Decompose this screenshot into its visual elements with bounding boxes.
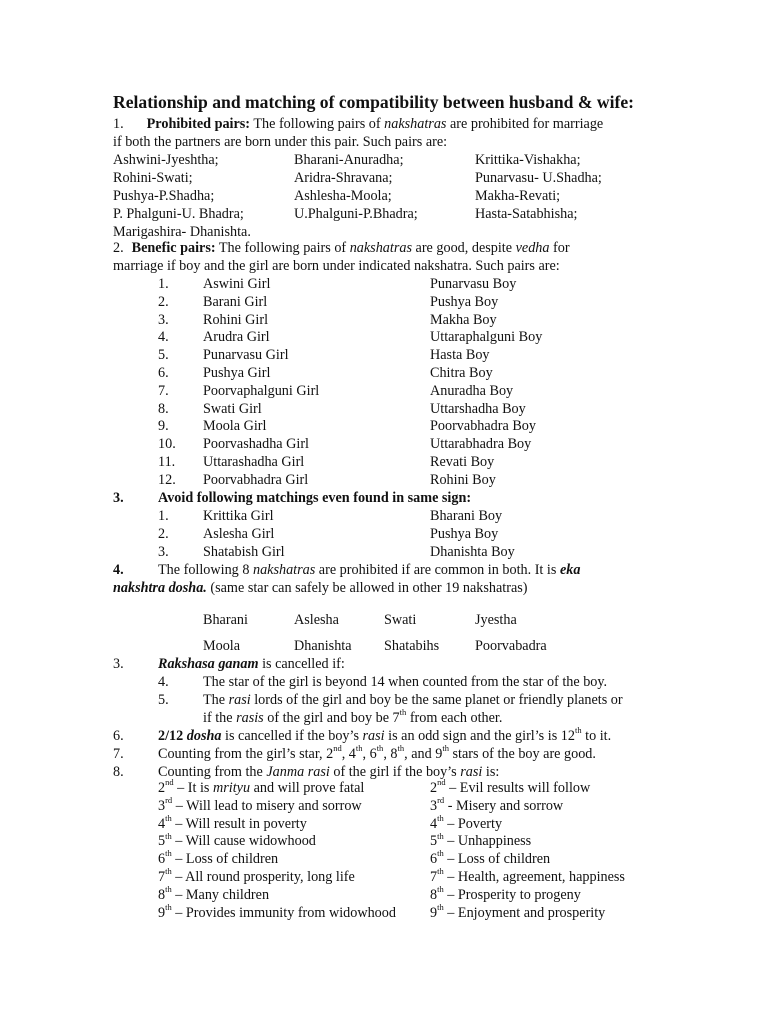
benefic-row-boy: Uttarshadha Boy bbox=[430, 400, 526, 417]
prohibited-pair: Punarvasu- U.Shadha; bbox=[475, 170, 602, 186]
section-7-t3: , 6 bbox=[362, 746, 377, 762]
section-6-number: 6. bbox=[113, 728, 124, 744]
section-2-heading: Benefic pairs: bbox=[131, 240, 216, 256]
result-text: – Provides immunity from widowhood bbox=[171, 904, 396, 921]
eka-nakshatra-name: Dhanishta bbox=[294, 638, 352, 654]
benefic-row-girl: Poorvashadha Girl bbox=[203, 436, 309, 453]
result-ordinal: 6 bbox=[430, 851, 438, 868]
result-ordinal-suffix: rd bbox=[165, 795, 173, 806]
right-result-item bbox=[430, 777, 591, 798]
result-text: – Enjoyment and prosperity bbox=[443, 904, 606, 921]
section-1-line-1 bbox=[113, 116, 603, 134]
eka-nakshatra-name: Swati bbox=[384, 612, 417, 628]
section-1-text-italic: nakshatras bbox=[384, 116, 447, 132]
benefic-row-boy: Anuradha Boy bbox=[430, 382, 514, 399]
benefic-row-girl: Poorvabhadra Girl bbox=[203, 471, 309, 488]
benefic-row-boy: Hasta Boy bbox=[430, 347, 490, 364]
result-ordinal-suffix: th bbox=[165, 901, 172, 912]
section-5-cont-sup: th bbox=[399, 707, 407, 718]
right-result-item bbox=[430, 848, 551, 869]
result-ordinal: 8 bbox=[430, 886, 438, 903]
result-text: – All round prosperity, long life bbox=[171, 869, 355, 885]
result-ordinal: 3 bbox=[430, 797, 438, 814]
section-5-sub-2-rasi: rasi bbox=[228, 692, 251, 708]
section-8-janma-rasi: Janma rasi bbox=[266, 764, 330, 780]
eka-nakshatra-name: Jyestha bbox=[475, 612, 517, 628]
prohibited-pair: Ashlesha-Moola; bbox=[294, 188, 392, 204]
avoid-row-girl: Aslesha Girl bbox=[203, 525, 275, 542]
section-2-line-1 bbox=[113, 240, 570, 258]
avoid-row-girl: Shatabish Girl bbox=[203, 543, 285, 560]
section-4-text: The following 8 bbox=[158, 562, 253, 578]
section-6-bold: 2/12 bbox=[158, 728, 187, 744]
benefic-row-girl: Aswini Girl bbox=[203, 276, 271, 292]
result-ordinal-suffix: th bbox=[165, 866, 172, 877]
section-6-text-3: to it. bbox=[581, 728, 612, 744]
section-4-number: 4. bbox=[113, 562, 124, 578]
section-4-text-italic: nakshatras bbox=[252, 562, 316, 578]
left-result-item bbox=[158, 884, 270, 905]
result-ordinal: 5 bbox=[158, 833, 166, 850]
section-8-t3: is: bbox=[482, 764, 500, 780]
left-result-item bbox=[158, 830, 316, 851]
section-7-s2: th bbox=[355, 743, 363, 754]
right-result-item bbox=[430, 884, 581, 905]
section-6-sup: th bbox=[574, 725, 582, 736]
benefic-row-number: 8. bbox=[158, 400, 169, 417]
result-ordinal-suffix: rd bbox=[437, 795, 445, 806]
result-ordinal-suffix: th bbox=[437, 830, 444, 841]
benefic-row-boy: Revati Boy bbox=[430, 454, 495, 470]
section-2-text-italic: nakshatras bbox=[349, 240, 412, 256]
section-5-sub-1-number: 4. bbox=[158, 674, 169, 690]
section-5-sub-2-continuation bbox=[203, 707, 503, 728]
result-text: – Evil results will follow bbox=[445, 780, 591, 796]
benefic-row-number: 2. bbox=[158, 293, 169, 310]
result-text: – Many children bbox=[171, 886, 270, 903]
result-ordinal: 2 bbox=[158, 780, 166, 796]
benefic-row-number: 10. bbox=[158, 436, 176, 453]
section-2-text-end: for bbox=[549, 240, 570, 256]
prohibited-pair: Hasta-Satabhisha; bbox=[475, 206, 578, 222]
prohibited-pair: Rohini-Swati; bbox=[113, 170, 193, 186]
result-ordinal-suffix: th bbox=[437, 901, 444, 912]
result-ordinal: 3 bbox=[158, 797, 166, 814]
result-ordinal-suffix: th bbox=[437, 866, 444, 877]
benefic-row-girl: Barani Girl bbox=[203, 293, 268, 310]
result-ordinal-suffix: th bbox=[165, 830, 172, 841]
benefic-row-boy: Rohini Boy bbox=[430, 471, 496, 488]
section-7-s4: th bbox=[397, 743, 405, 754]
result-text-cont: and will prove fatal bbox=[250, 780, 365, 796]
benefic-row-girl: Punarvasu Girl bbox=[203, 347, 289, 364]
prohibited-pair: P. Phalguni-U. Bhadra; bbox=[113, 206, 244, 222]
result-ordinal: 6 bbox=[158, 851, 166, 868]
section-5-sub-2-a: The bbox=[203, 692, 229, 708]
section-7-number: 7. bbox=[113, 746, 124, 762]
benefic-row-number: 12. bbox=[158, 471, 176, 488]
section-7-t: Counting from the girl’s star, 2 bbox=[158, 746, 334, 762]
result-text: – Will lead to misery and sorrow bbox=[172, 797, 362, 814]
section-3-number: 3. bbox=[113, 490, 124, 506]
result-ordinal-suffix: th bbox=[437, 812, 444, 823]
prohibited-pair: Aridra-Shravana; bbox=[294, 170, 393, 186]
section-1-text: The following pairs of bbox=[250, 116, 385, 132]
avoid-row-girl: Krittika Girl bbox=[203, 508, 274, 524]
result-text: – Health, agreement, happiness bbox=[443, 869, 625, 885]
left-result-item bbox=[158, 866, 355, 887]
section-8-rasi: rasi bbox=[460, 764, 483, 780]
result-text: – Loss of children bbox=[443, 851, 551, 868]
result-ordinal-suffix: th bbox=[165, 884, 172, 895]
section-7-t2: , 4 bbox=[341, 746, 356, 762]
avoid-row-boy: Dhanishta Boy bbox=[430, 543, 515, 560]
section-5-cont-a: if the bbox=[203, 710, 237, 726]
section-2-text: The following pairs of bbox=[215, 240, 350, 256]
benefic-row-girl: Poorvaphalguni Girl bbox=[203, 382, 320, 399]
section-3-heading-line bbox=[158, 490, 471, 508]
result-text: – Loss of children bbox=[171, 851, 279, 868]
result-text-italic: mrityu bbox=[213, 780, 251, 796]
section-5-text: is cancelled if: bbox=[258, 656, 345, 672]
left-result-item bbox=[158, 848, 279, 869]
section-4-eka: eka bbox=[559, 562, 581, 578]
benefic-row-number: 5. bbox=[158, 347, 169, 364]
section-4-line-1 bbox=[158, 562, 580, 580]
section-4-note: (same star can safely be allowed in other 19 nakshatras) bbox=[206, 580, 528, 596]
result-ordinal: 4 bbox=[158, 815, 166, 832]
section-2-line-2: marriage if boy and the girl are born under indicated nakshatra. Such pairs are: bbox=[113, 258, 560, 274]
section-1-number: 1. bbox=[113, 116, 124, 132]
result-text: – Prosperity to progeny bbox=[443, 886, 581, 903]
section-2-text-cont: are good, despite bbox=[411, 240, 516, 256]
avoid-row-number: 2. bbox=[158, 525, 169, 542]
benefic-row-girl: Swati Girl bbox=[203, 400, 262, 417]
result-ordinal: 8 bbox=[158, 886, 166, 903]
prohibited-pair: Marigashira- Dhanishta. bbox=[113, 224, 251, 240]
result-ordinal-suffix: th bbox=[165, 848, 172, 859]
result-ordinal-suffix: th bbox=[437, 848, 444, 859]
section-5-cont-c: from each other. bbox=[406, 710, 503, 726]
result-ordinal: 2 bbox=[430, 780, 438, 796]
result-ordinal: 5 bbox=[430, 833, 438, 850]
benefic-row-girl: Rohini Girl bbox=[203, 311, 269, 328]
result-text: – It is bbox=[173, 780, 214, 796]
eka-nakshatra-name: Shatabihs bbox=[384, 638, 440, 654]
benefic-row-boy: Makha Boy bbox=[430, 311, 497, 328]
result-ordinal: 7 bbox=[158, 869, 166, 885]
section-8-number: 8. bbox=[113, 764, 124, 780]
section-6-line bbox=[158, 725, 612, 746]
benefic-row-number: 6. bbox=[158, 365, 169, 381]
benefic-row-boy: Chitra Boy bbox=[430, 365, 493, 381]
section-8-t2: of the girl if the boy’s bbox=[329, 764, 461, 780]
section-5-sub-2-number: 5. bbox=[158, 692, 169, 708]
benefic-row-boy: Punarvasu Boy bbox=[430, 276, 517, 292]
section-5-line bbox=[158, 656, 345, 674]
result-ordinal-suffix: nd bbox=[165, 777, 174, 788]
eka-nakshatra-name: Bharani bbox=[203, 612, 248, 628]
section-6-text: is cancelled if the boy’s bbox=[221, 728, 363, 744]
section-1-heading: Prohibited pairs: bbox=[146, 116, 251, 132]
result-ordinal: 7 bbox=[430, 869, 438, 885]
section-6-dosha: dosha bbox=[186, 728, 222, 744]
result-ordinal: 4 bbox=[430, 815, 438, 832]
result-ordinal-suffix: th bbox=[437, 884, 444, 895]
section-6-text-2: is an odd sign and the girl’s is 12 bbox=[384, 728, 575, 744]
section-4-text-cont: are prohibited if are common in both. It is bbox=[315, 562, 560, 578]
section-7-s3: th bbox=[376, 743, 384, 754]
benefic-row-boy: Poorvabhadra Boy bbox=[430, 418, 536, 435]
right-result-item bbox=[430, 830, 532, 851]
prohibited-pair: Bharani-Anuradha; bbox=[294, 152, 404, 168]
left-result-item bbox=[158, 795, 362, 816]
result-ordinal: 9 bbox=[158, 904, 166, 921]
section-3-line-1 bbox=[113, 490, 124, 508]
benefic-row-girl: Moola Girl bbox=[203, 418, 267, 435]
benefic-row-girl: Uttarashadha Girl bbox=[203, 454, 305, 470]
benefic-row-number: 7. bbox=[158, 382, 169, 399]
right-result-item bbox=[430, 866, 625, 887]
result-ordinal-suffix: th bbox=[165, 812, 172, 823]
section-5-sub-2-b: lords of the girl and boy be the same planet or friendly planets or bbox=[250, 692, 623, 708]
section-1-line-2: if both the partners are born under this pair. Such pairs are: bbox=[113, 134, 448, 150]
result-text: - Misery and sorrow bbox=[444, 797, 564, 814]
section-2-number: 2. bbox=[113, 240, 124, 256]
benefic-row-boy: Pushya Boy bbox=[430, 293, 499, 310]
section-3-heading: Avoid following matchings even found in same sign: bbox=[158, 490, 472, 506]
avoid-row-number: 3. bbox=[158, 543, 169, 560]
result-text: – Will result in poverty bbox=[171, 815, 307, 832]
section-4-dosha: nakshtra dosha. bbox=[113, 580, 207, 596]
benefic-row-boy: Uttaraphalguni Boy bbox=[430, 329, 543, 346]
section-5-cont-rasis: rasis bbox=[236, 710, 264, 726]
benefic-row-number: 3. bbox=[158, 311, 169, 328]
avoid-row-number: 1. bbox=[158, 508, 169, 524]
prohibited-pair: Makha-Revati; bbox=[475, 188, 561, 204]
benefic-row-number: 11. bbox=[158, 454, 176, 470]
right-result-item bbox=[430, 795, 564, 816]
section-8-t: Counting from the bbox=[158, 764, 267, 780]
avoid-row-boy: Bharani Boy bbox=[430, 508, 503, 524]
section-7-s5: th bbox=[442, 743, 449, 754]
right-result-item bbox=[430, 901, 606, 923]
benefic-row-number: 4. bbox=[158, 329, 169, 346]
result-text: – Poverty bbox=[443, 815, 503, 832]
prohibited-pair: Ashwini-Jyeshtha; bbox=[113, 152, 219, 168]
result-ordinal-suffix: nd bbox=[437, 777, 446, 788]
result-text: – Unhappiness bbox=[443, 833, 532, 850]
section-4-line-2 bbox=[113, 580, 528, 598]
section-4-number-line bbox=[113, 562, 124, 580]
benefic-row-girl: Pushya Girl bbox=[203, 365, 271, 381]
section-5-sub-1-text: The star of the girl is beyond 14 when counted from the star of the boy. bbox=[203, 674, 608, 690]
benefic-row-number: 1. bbox=[158, 276, 169, 292]
result-text: – Will cause widowhood bbox=[171, 833, 316, 850]
section-6-rasi: rasi bbox=[362, 728, 385, 744]
section-7-s1: nd bbox=[333, 743, 342, 754]
eka-nakshatra-name: Aslesha bbox=[294, 612, 339, 628]
section-7-t6: stars of the boy are good. bbox=[448, 746, 596, 762]
benefic-row-number: 9. bbox=[158, 418, 169, 435]
rakshasa-ganam-label: Rakshasa ganam bbox=[158, 656, 259, 672]
prohibited-pair: U.Phalguni-P.Bhadra; bbox=[294, 206, 418, 222]
benefic-row-boy: Uttarabhadra Boy bbox=[430, 436, 532, 453]
document-title: Relationship and matching of compatibility between husband & wife: bbox=[113, 92, 635, 112]
prohibited-pair: Krittika-Vishakha; bbox=[475, 152, 581, 168]
section-5-cont-b: of the girl and boy be 7 bbox=[263, 710, 400, 726]
left-result-item bbox=[158, 812, 307, 834]
avoid-row-boy: Pushya Boy bbox=[430, 525, 499, 542]
left-result-item bbox=[158, 777, 365, 798]
section-5-number: 3. bbox=[113, 656, 124, 672]
eka-nakshatra-name: Poorvabadra bbox=[475, 638, 547, 654]
section-1-text-cont: are prohibited for marriage bbox=[446, 116, 604, 132]
section-2-text-italic-2: vedha bbox=[515, 240, 550, 256]
section-7-t4: , 8 bbox=[383, 746, 398, 762]
section-5-sub-2-text bbox=[203, 692, 623, 710]
prohibited-pair: Pushya-P.Shadha; bbox=[113, 188, 215, 204]
eka-nakshatra-name: Moola bbox=[203, 638, 241, 654]
benefic-row-girl: Arudra Girl bbox=[203, 329, 270, 346]
left-result-item bbox=[158, 901, 396, 923]
result-ordinal: 9 bbox=[430, 904, 438, 921]
section-7-line bbox=[158, 743, 596, 764]
section-7-t5: , and 9 bbox=[404, 746, 443, 762]
